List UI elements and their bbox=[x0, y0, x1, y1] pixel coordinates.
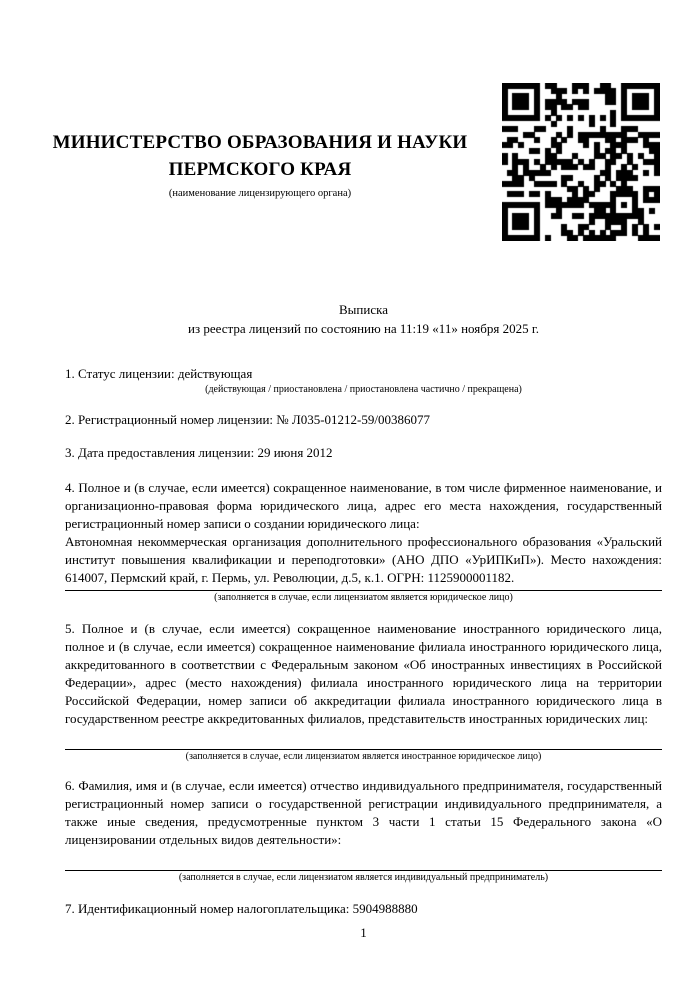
document-title bbox=[65, 300, 662, 338]
grant-date-text: 3. Дата предоставления лицензии: 29 июня 2012 bbox=[65, 445, 333, 460]
foreign-entity-rule-caption: (заполняется в случае, если лицензиатом является иностранное юридическое лицо) bbox=[185, 751, 542, 762]
document-title-line2: из реестра лицензий по состоянию на 11:19 «11» ноября 2025 г. bbox=[188, 321, 539, 336]
item-registration-number bbox=[65, 411, 662, 429]
legal-entity-value: Автономная некоммерческая организация дополнительного профессионального образования «Уральский институт повышения квалификации и переподготовки» (АНО ДПО «УрИПКиП»). Место нахождения: 614007, Пермский край, г. Пермь, ул. Революции, д.5, к.1. ОГРН: 1125900001182. bbox=[65, 534, 662, 585]
document-title-line1: Выписка bbox=[339, 302, 388, 317]
legal-entity-label: 4. Полное и (в случае, если имеется) сокращенное наименование, в том числе фирменное наименование, и организационно-правовая форма юридического лица, адрес его места нахождения, государственный регистрационный номер записи о создании юридического лица: bbox=[65, 480, 662, 531]
authority-caption: (наименование лицензирующего органа) bbox=[168, 188, 352, 199]
foreign-entity-label: 5. Полное и (в случае, если имеется) сокращенное наименование иностранного юридического лица, полное и (в случае, если имеется) сокращенное наименование филиала иностранного юридического лица, аккредитованного в соответствии с Федеральным законом «Об иностранных инвестициях в Российской Федерации», адрес (место нахождения) филиала иностранного юридического лица на территории Российской Федерации, номер записи об аккредитации филиала иностранного юридического лица в государственном реестре аккредитованных филиалов, представительств иностранных юридических лиц: bbox=[65, 621, 662, 726]
license-status-options-caption: (действующая / приостановлена / приостановлена частично / прекращена) bbox=[205, 384, 522, 395]
page-number: 1 bbox=[360, 925, 367, 940]
item-foreign-entity bbox=[65, 620, 662, 763]
foreign-entity-empty-value bbox=[65, 728, 662, 746]
licensing-authority-header bbox=[40, 129, 480, 200]
item-grant-date bbox=[65, 444, 662, 462]
legal-entity-rule-caption: (заполняется в случае, если лицензиатом является юридическое лицо) bbox=[214, 592, 513, 603]
item-legal-entity bbox=[65, 479, 662, 604]
qr-code bbox=[502, 83, 660, 241]
license-status-text: 1. Статус лицензии: действующая bbox=[65, 366, 253, 381]
registration-number-text: 2. Регистрационный номер лицензии: № Л035-01212-59/00386077 bbox=[65, 412, 431, 427]
entrepreneur-label: 6. Фамилия, имя и (в случае, если имеется) отчество индивидуального предпринимателя, государственный регистрационный номер записи о государственной регистрации индивидуального предпринимателя, а также иные сведения, предусмотренные пунктом 3 части 1 статьи 15 Федерального закона «О лицензировании отдельных видов деятельности»: bbox=[65, 778, 662, 847]
item-taxpayer-number bbox=[65, 900, 662, 918]
taxpayer-number-text: 7. Идентификационный номер налогоплательщика: 5904988880 bbox=[65, 901, 418, 916]
entrepreneur-rule-caption: (заполняется в случае, если лицензиатом является индивидуальный предприниматель) bbox=[178, 872, 549, 883]
authority-name-line1: МИНИСТЕРСТВО ОБРАЗОВАНИЯ И НАУКИ bbox=[52, 132, 468, 153]
authority-name-line2: ПЕРМСКОГО КРАЯ bbox=[168, 159, 352, 180]
item-license-status bbox=[65, 365, 662, 396]
document-body bbox=[65, 300, 662, 918]
item-individual-entrepreneur bbox=[65, 777, 662, 884]
entrepreneur-empty-value bbox=[65, 849, 662, 867]
